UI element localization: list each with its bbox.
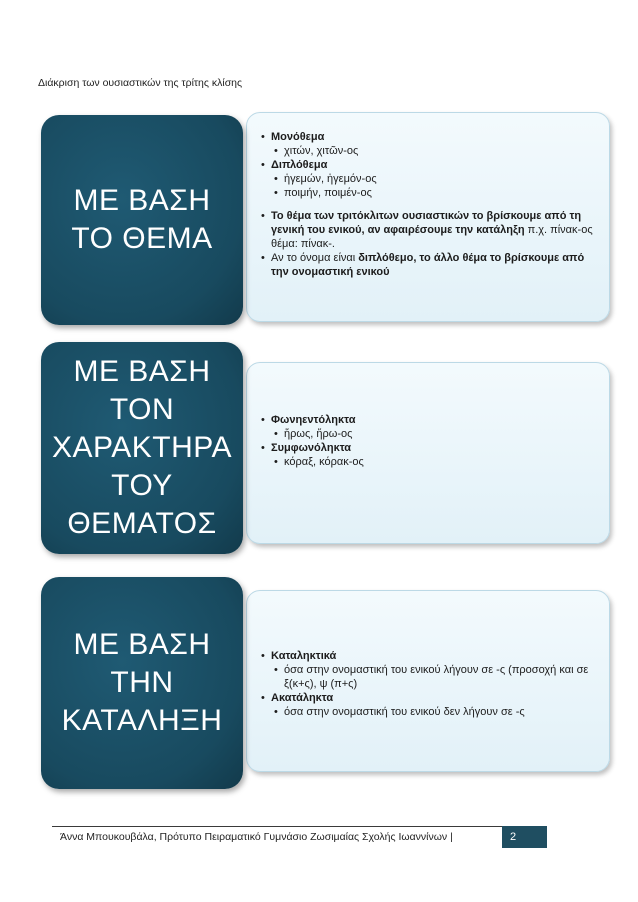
page-number: 2 <box>502 826 547 848</box>
section-3-heading <box>41 577 243 789</box>
section-1-heading <box>41 115 243 325</box>
example-diplothema-2: • ποιμήν, ποιμέν-ος <box>261 186 601 200</box>
footer-divider <box>52 826 504 827</box>
document-header-title: Διάκριση των ουσιαστικών της τρίτης κλίσης <box>38 77 243 89</box>
example-without-ending: • όσα στην ονομαστική του ενικού δεν λήγουν σε -ς <box>261 705 601 719</box>
bullet-consonant-stems: • Συμφωνόληκτα <box>261 441 601 455</box>
example-diplothema-1: • ἡγεμών, ἡγεμόν-ος <box>261 172 601 186</box>
example-monothema: • χιτών, χιτῶν-ος <box>261 144 601 158</box>
rule-double-stem: • Αν το όνομα είναι διπλόθεμο, το άλλο θέμα το βρίσκουμε από την ονομαστική ενικού <box>261 251 601 279</box>
section-2-heading-line: ΧΑΡΑΚΤΗΡΑ <box>51 431 233 464</box>
example-consonant-stems: • κόραξ, κόρακ-ος <box>261 455 601 469</box>
section-3-content <box>261 649 601 719</box>
bullet-monothema: • Μονόθεμα <box>261 130 601 144</box>
section-2-heading-line: ΤΟΥ <box>111 469 173 502</box>
bullet-without-ending: • Ακατάληκτα <box>261 691 601 705</box>
example-with-ending: • όσα στην ονομαστική του ενικού λήγουν σε -ς (προσοχή και σε ξ(κ+ς), ψ (π+ς) <box>261 663 601 691</box>
section-2-heading-line: ΜΕ ΒΑΣΗ <box>73 355 211 388</box>
bullet-vowel-stems: • Φωνηεντόληκτα <box>261 413 601 427</box>
rule-stem-from-genitive: • Το θέμα των τριτόκλιτων ουσιαστικών το βρίσκουμε από τη γενική του ενικού, αν αφαιρέσουμε την κατάληξη π.χ. πίνακ-ος θέμα: πίνακ-. <box>261 209 601 251</box>
section-2-heading-line: ΤΟΝ <box>109 393 175 426</box>
section-3-heading-line: ΚΑΤΑΛΗΞΗ <box>61 704 223 737</box>
bullet-diplothema: • Διπλόθεμα <box>261 158 601 172</box>
section-2-content <box>261 413 601 469</box>
bullet-with-ending: • Καταληκτικά <box>261 649 601 663</box>
section-1-content <box>261 130 601 279</box>
example-vowel-stems: • ἥρως, ἥρω-ος <box>261 427 601 441</box>
section-2-heading-line: ΘΕΜΑΤΟΣ <box>67 507 217 540</box>
footer-author: Άννα Μπουκουβάλα, Πρότυπο Πειραματικό Γυμνάσιο Ζωσιμαίας Σχολής Ιωαννίνων | <box>60 831 453 843</box>
section-1-heading-line: ΜΕ ΒΑΣΗ <box>73 184 211 217</box>
section-1-heading-line: ΤΟ ΘΕΜΑ <box>71 222 213 255</box>
section-2-heading <box>41 342 243 554</box>
section-3-heading-line: ΤΗΝ <box>110 666 174 699</box>
section-3-heading-line: ΜΕ ΒΑΣΗ <box>73 628 211 661</box>
